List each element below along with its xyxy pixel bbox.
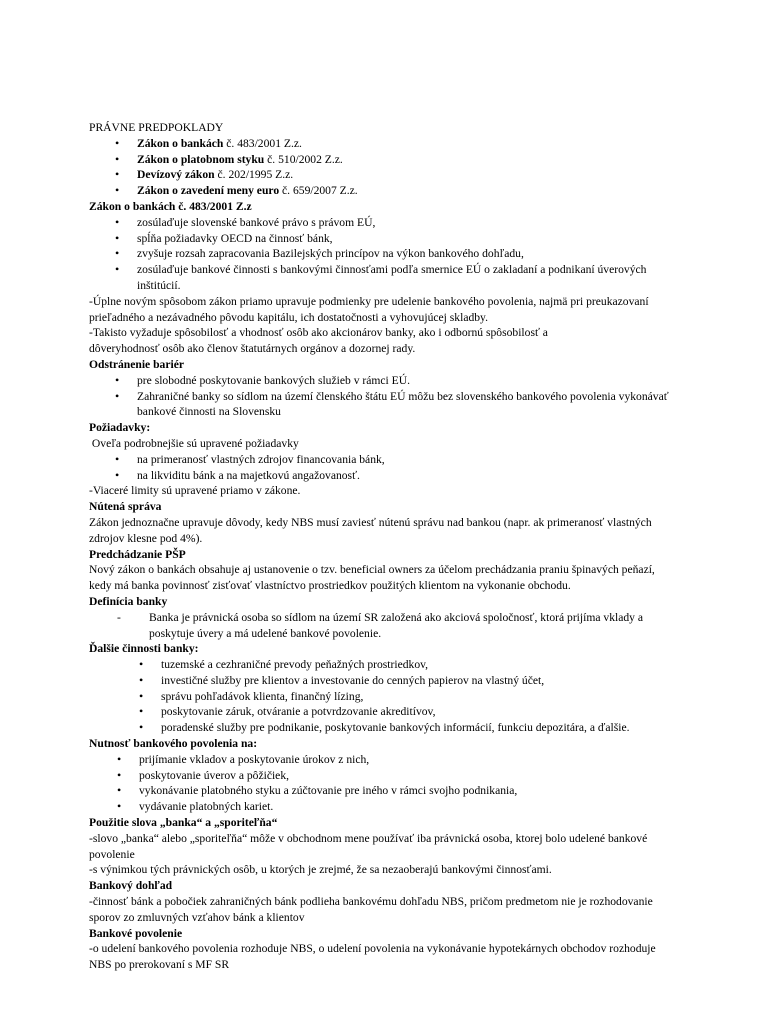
list-item: • Zahraničné banky so sídlom na území členského štátu EÚ môžu bez slovenského bankového povolenia vykonávať bankové činnosti na Slovensku [89,389,677,421]
section-heading: Bankový dohľad [89,879,173,893]
list-item: • Zákon o bankách č. 483/2001 Z.z. [89,136,689,152]
list-item: • poskytovanie záruk, otváranie a potvrdzovanie akreditívov, [89,704,689,720]
document-title: PRÁVNE PREDPOKLADY [89,121,224,134]
section-heading: Použitie slova „banka“ a „sporiteľňa“ [89,816,278,830]
paragraph: -s výnimkou tých právnických osôb, u ktorých je zrejmé, že sa nezaoberajú bankovými činnosťami. [89,863,552,877]
list-item: • na primeranosť vlastných zdrojov financovania bánk, [89,452,689,468]
paragraph: -činnosť bánk a pobočiek zahraničných bánk podlieha bankovému dohľadu NBS, pričom predmetom nie je rozhodovanie sporov zo zmluvných vzťahov bánk a klientov [89,895,653,924]
paragraph: -Takisto vyžaduje spôsobilosť a vhodnosť osôb ako akcionárov banky, ako i odbornú spôsobilosť a dôveryhodnosť osôb ako členov štatutárnych orgánov a dozornej rady. [89,326,548,356]
list-item: • poskytovanie úverov a pôžičiek, [89,768,689,784]
section-heading: Odstránenie bariér [89,357,184,371]
list-item: • vydávanie platobných kariet. [89,799,689,815]
other-activities-list [89,657,689,736]
list-item: • pre slobodné poskytovanie bankových služieb v rámci EÚ. [89,373,689,389]
document-page [89,120,689,973]
section-heading: Bankové povolenie [89,926,183,940]
list-item: • zvyšuje rozsah zapracovania Bazilejských princípov na výkon bankového dohľadu, [89,246,689,262]
paragraph: -o udelení bankového povolenia rozhoduje NBS, o udelení povolenia na vykonávanie hypotekárnych obchodov rozhoduje NBS po prerokovaní s MF SR [89,942,656,972]
paragraph: Nový zákon o bankách obsahuje aj ustanovenie o tzv. beneficial owners za účelom prechádzania praniu špinavých peňazí, kedy má banka povinnosť zisťovať vlastníctvo prostriedkov použitých klientom na vykonanie obchodu. [89,563,655,593]
paragraph: -Úplne novým spôsobom zákon priamo upravuje podmienky pre udelenie bankového povolenia, najmä pri preukazovaní prieľadného a nezávadného pôvodu kapitálu, ich dostatočnosti a vyhovujúcej skladby. [89,294,649,324]
list-item: - Banka je právnická osoba so sídlom na území SR založená ako akciová spoločnosť, ktorá prijíma vklady a poskytuje úvery a má udelené bankové povolenie. [89,610,669,642]
list-item: • poradenské služby pre podnikanie, poskytovanie bankových informácií, funkciu depozitára, a ďalšie. [89,720,659,736]
list-item: • na likviditu bánk a na majetkovú angažovanosť. [89,468,689,484]
list-item: • Zákon o platobnom styku č. 510/2002 Z.z. [89,152,689,168]
list-item: • zosúlaďuje bankové činnosti s bankovými činnosťami podľa smernice EÚ o zakladaní a podnikaní úverových inštitúcií. [89,262,657,294]
list-item: • spĺňa požiadavky OECD na činnosť bánk, [89,231,689,247]
list-item: • vykonávanie platobného styku a zúčtovanie pre iného v rámci svojho podnikania, [89,783,689,799]
section-heading: Zákon o bankách č. 483/2001 Z.z [89,199,252,213]
section-heading: Nútená správa [89,500,162,514]
bank-law-list [89,215,689,294]
license-required-list [89,752,689,815]
list-item: • Zákon o zavedení meny euro č. 659/2007 Z.z. [89,183,689,199]
section-heading: Ďalšie činnosti banky: [89,642,199,656]
barriers-list [89,373,689,420]
list-item: • Devízový zákon č. 202/1995 Z.z. [89,167,689,183]
section-heading: Predchádzanie PŠP [89,547,186,561]
requirements-list [89,452,689,484]
list-item: • tuzemské a cezhraničné prevody peňažných prostriedkov, [89,657,689,673]
section-heading: Definícia banky [89,594,168,608]
list-item: • investičné služby pre klientov a investovanie do cenných papierov na vlastný účet, [89,673,689,689]
laws-list [89,136,689,199]
paragraph: Oveľa podrobnejšie sú upravené požiadavky [89,436,299,450]
paragraph: -slovo „banka“ alebo „sporiteľňa“ môže v obchodnom mene používať iba právnická osoba, ktorej bolo udelené bankové povolenie [89,831,648,861]
section-heading: Požiadavky: [89,421,151,435]
paragraph: Zákon jednoznačne upravuje dôvody, kedy NBS musí zaviesť nútenú správu nad bankou (napr. ak primeranosť vlastných zdrojov klesne pod 4%). [89,515,652,545]
section-heading: Nutnosť bankového povolenia na: [89,737,258,751]
paragraph: -Viaceré limity sú upravené priamo v zákone. [89,484,301,498]
list-item: • zosúlaďuje slovenské bankové právo s právom EÚ, [89,215,689,231]
list-item: • správu pohľadávok klienta, finančný lízing, [89,689,689,705]
list-item: • prijímanie vkladov a poskytovanie úrokov z nich, [89,752,689,768]
